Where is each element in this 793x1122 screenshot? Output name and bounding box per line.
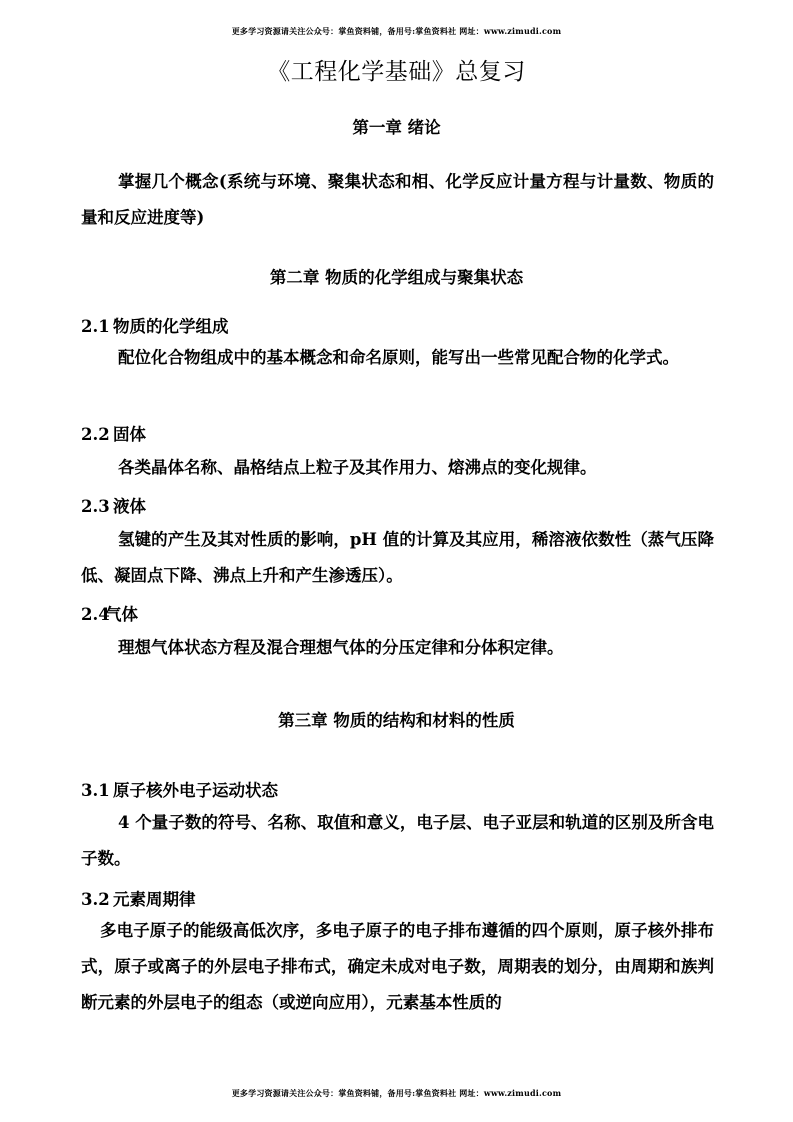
section-title: 元素周期律 xyxy=(113,890,196,909)
section-2-2-heading xyxy=(81,421,146,445)
section-2-1-heading xyxy=(81,313,229,337)
section-3-2-heading xyxy=(81,886,196,910)
section-3-2-paragraph: 多电子原子的能级高低次序，多电子原子的电子排布遵循的四个原则，原子核外排布式，原子或离子的外层电子排布式，确定未成对电子数，周期表的划分，由周期和族判断元素的外层电子的组态（或逆向应用），元素基本性质的 xyxy=(81,921,714,1012)
section-2-3-paragraph: 氢键的产生及其对性质的影响，pH 值的计算及其应用，稀溶液依数性（蒸气压降低、凝固点下降、沸点上升和产生渗透压）。 xyxy=(81,530,714,585)
section-2-4-heading xyxy=(81,601,138,625)
chapter-3-heading: 第三章 物质的结构和材料的性质 xyxy=(278,711,515,730)
document-title: 《工程化学基础》总复习 xyxy=(267,59,526,85)
chapter-1-heading: 第一章 绪论 xyxy=(352,118,441,137)
section-title: 气体 xyxy=(105,605,138,624)
section-number: 2.4 xyxy=(81,605,110,624)
section-2-3-heading xyxy=(81,493,146,517)
page-header: 更多学习资源请关注公众号：掌鱼资料铺，备用号:掌鱼资料社 网址：www.zimudi.com xyxy=(231,26,562,36)
section-2-2-paragraph: 各类晶体名称、晶格结点上粒子及其作用力、熔沸点的变化规律。 xyxy=(118,458,597,477)
section-title: 物质的化学组成 xyxy=(113,317,229,336)
section-3-1-paragraph: 4 个量子数的符号、名称、取值和意义，电子层、电子亚层和轨道的区别及所含电子数。 xyxy=(81,813,714,868)
chapter-1-paragraph: 掌握几个概念(系统与环境、聚集状态和相、化学反应计量方程与计量数、物质的量和反应进度等) xyxy=(81,172,714,227)
section-number: 3.1 xyxy=(81,781,110,800)
section-2-1-paragraph: 配位化合物组成中的基本概念和命名原则，能写出一些常见配合物的化学式。 xyxy=(118,348,679,367)
section-number: 2.3 xyxy=(81,497,110,516)
section-2-4-paragraph: 理想气体状态方程及混合理想气体的分压定律和分体积定律。 xyxy=(118,638,564,657)
chapter-2-heading: 第二章 物质的化学组成与聚集状态 xyxy=(269,268,524,287)
section-number: 2.1 xyxy=(81,317,110,336)
section-title: 液体 xyxy=(113,497,146,516)
section-number: 2.2 xyxy=(81,425,110,444)
section-title: 原子核外电子运动状态 xyxy=(113,781,278,800)
section-number: 3.2 xyxy=(81,890,110,909)
section-3-1-heading xyxy=(81,777,278,801)
page-footer: 更多学习资源请关注公众号：掌鱼资料铺，备用号:掌鱼资料社 网址：www.zimudi.com xyxy=(231,1088,562,1098)
section-title: 固体 xyxy=(113,425,146,444)
